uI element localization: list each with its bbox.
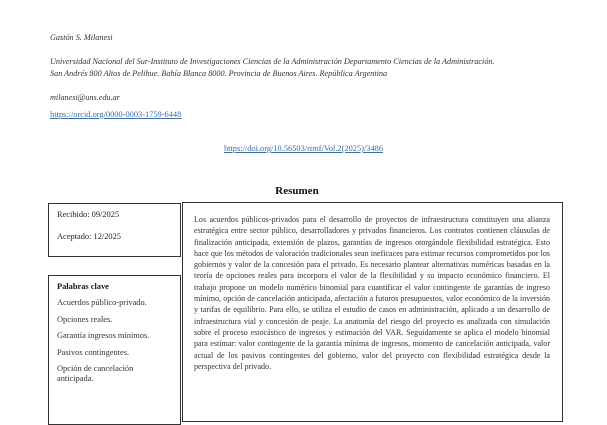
affiliation-line-2: San Andrés 800 Altos de Pelihue. Bahía Blanca 8000. Provincia de Buenos Aires. República Argentina bbox=[50, 69, 388, 78]
accepted-date: Aceptado: 12/2025 bbox=[57, 232, 121, 241]
affiliation-line-1: Universidad Nacional del Sur-Instituto de Investigaciones Ciencias de la Administración Departamento Ciencias de la Administración. bbox=[50, 57, 495, 66]
keyword-item: Garantía ingresos mínimos. bbox=[57, 331, 150, 340]
keyword-item: Pasivos contingentes. bbox=[57, 347, 130, 357]
keyword-item: Opciones reales. bbox=[57, 314, 113, 324]
keyword-item: Acuerdos público-privado. bbox=[57, 298, 147, 307]
author-name: Gastón S. Milanesi bbox=[50, 33, 113, 42]
author-email: milanesi@uns.edu.ar bbox=[50, 93, 120, 102]
abstract-box bbox=[182, 202, 563, 422]
section-title: Resumen bbox=[275, 185, 319, 197]
orcid-link[interactable]: https://orcid.org/0000-0003-1759-6448 bbox=[50, 110, 182, 119]
doi-link[interactable]: https://doi.org/10.56503/rimf/Vol.2(2025)/3486 bbox=[223, 144, 384, 153]
keyword-item: Opción de cancelación anticipada. bbox=[57, 364, 134, 383]
dates-box bbox=[48, 203, 181, 257]
abstract-text: Los acuerdos públicos-privados para el desarrollo de proyectos de infraestructura constituyen una alianza estratégica entre sector público, desarrolladores y privados financieros. Los contratos contienen cláusulas de finalización anticipada, extensión de plazos, garantías de ingresos otorgándole flexibilidad estratégica. Esto hace que los métodos de valoración tradicionales sean ineficaces para estimar recursos comprometidos por los gobiernos y valor de la concesión para el privado. Es necesario plantear alternativas numéricas basadas en la teoría de opciones reales para incorpora el valor de la flexibilidad y su impacto económico financiero. El trabajo propone un modelo numérico binomial para cuantificar el valor contingente de garantías de ingreso mínimo, opción de cancelación anticipada, afectación a futuros presupuestos, valor económico de la inversión y tarifas de equilibrio. Para ello, se utiliza el estudio de casos en administración, aplicado a un desarrollo de infraestructura vial y concesión de peaje. La anatomía del riesgo del proyecto es analizada con simulación sobre el proceso estocástico de ingresos y estimación del VAR. Seguidamente se aplica el modelo binomial para estimar: valor contingente de la garantía mínima de ingresos, momento de cancelación anticipada, valor actual de los pasivos contingentes del gobierno, valor del proyecto con flexibilidad estratégica desde la perspectiva del privado. bbox=[194, 215, 550, 371]
keywords-title: Palabras clave bbox=[57, 282, 109, 291]
keywords-box bbox=[48, 275, 181, 425]
doi-container bbox=[0, 138, 607, 156]
received-date: Recibido: 09/2025 bbox=[57, 210, 120, 219]
